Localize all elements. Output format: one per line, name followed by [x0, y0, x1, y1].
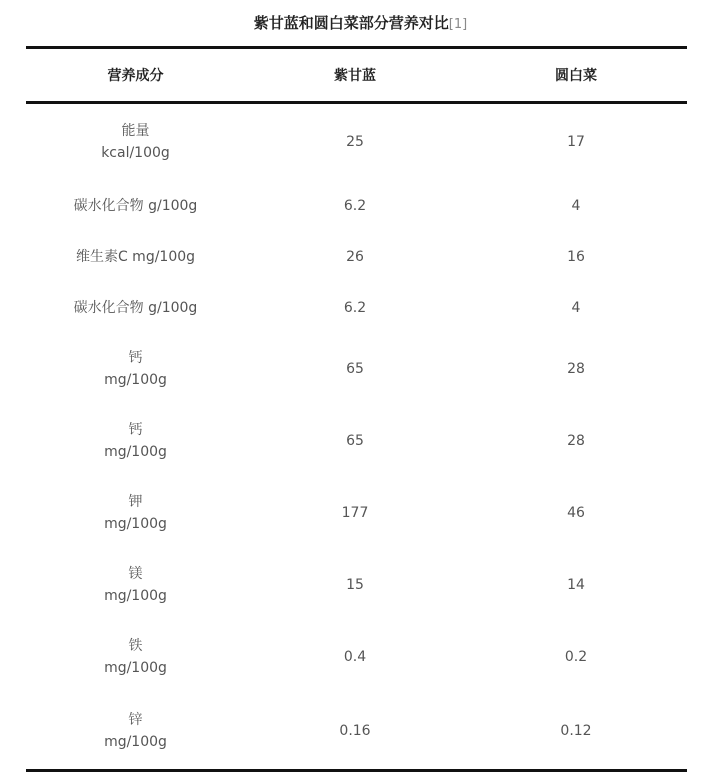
- nutrient-cell: [26, 333, 245, 405]
- cabbage-value: 0.2: [564, 649, 588, 665]
- purple-cabbage-value: 6.2: [343, 197, 367, 214]
- purple-cabbage-value: 65: [346, 433, 364, 449]
- nutrient-unit: mg/100g: [104, 588, 167, 604]
- purple-cabbage-value: 0.4: [343, 649, 367, 665]
- nutrient-unit: mg/100g: [104, 516, 167, 532]
- nutrient-unit: mg/100g: [104, 734, 167, 750]
- nutrient-unit: kcal/100g: [101, 145, 170, 161]
- table-row: [26, 621, 687, 693]
- table-row: [26, 180, 687, 231]
- caption-title: 紫甘蓝和圆白菜部分营养对比: [253, 14, 449, 32]
- table-row: [26, 549, 687, 621]
- nutrient-cell: [26, 477, 245, 549]
- nutrient-cell: [26, 103, 245, 181]
- table-row: [26, 405, 687, 477]
- nutrient-name: 维生素C mg/100g: [75, 248, 196, 265]
- cabbage-value: 28: [567, 433, 585, 449]
- cabbage-value: 14: [567, 577, 585, 593]
- nutrient-name: 碳水化合物 g/100g: [73, 299, 198, 316]
- purple-cabbage-value: 25: [346, 134, 364, 150]
- nutrient-unit: mg/100g: [104, 372, 167, 388]
- table-row: [26, 282, 687, 333]
- table-caption: [0, 12, 721, 36]
- table-row: [26, 477, 687, 549]
- nutrient-cell: [26, 405, 245, 477]
- header-purple-cabbage: 紫甘蓝: [245, 48, 465, 103]
- nutrient-cell: [26, 621, 245, 693]
- table-row: [26, 231, 687, 282]
- cabbage-value: 4: [571, 299, 581, 316]
- cabbage-value: 16: [567, 248, 585, 265]
- cabbage-value: 46: [567, 505, 585, 521]
- nutrient-cell: [26, 693, 245, 771]
- nutrient-name: 钙: [128, 350, 143, 366]
- nutrition-table: [26, 46, 687, 772]
- nutrient-unit: mg/100g: [104, 660, 167, 676]
- purple-cabbage-value: 26: [346, 248, 364, 265]
- purple-cabbage-value: 6.2: [343, 299, 367, 316]
- header-cabbage: 圆白菜: [465, 48, 687, 103]
- reference-link[interactable]: [1]: [448, 17, 468, 32]
- nutrient-name: 钙: [128, 422, 143, 438]
- nutrient-cell: [26, 282, 245, 333]
- nutrient-name: 镁: [128, 566, 143, 582]
- cabbage-value: 17: [567, 134, 585, 150]
- nutrient-name: 碳水化合物 g/100g: [73, 197, 198, 214]
- header-row: [26, 48, 687, 103]
- nutrient-cell: [26, 180, 245, 231]
- cabbage-value: 4: [571, 197, 581, 214]
- table-row: [26, 103, 687, 181]
- nutrient-cell: [26, 231, 245, 282]
- purple-cabbage-value: 15: [346, 577, 364, 593]
- cabbage-value: 0.12: [560, 723, 592, 739]
- table-row: [26, 333, 687, 405]
- nutrient-cell: [26, 549, 245, 621]
- nutrient-unit: mg/100g: [104, 444, 167, 460]
- header-nutrient: 营养成分: [26, 48, 245, 103]
- cabbage-value: 28: [567, 361, 585, 377]
- purple-cabbage-value: 0.16: [339, 723, 371, 739]
- table-row: [26, 693, 687, 771]
- nutrient-name: 能量: [121, 123, 150, 139]
- nutrient-name: 钾: [128, 494, 143, 510]
- purple-cabbage-value: 65: [346, 361, 364, 377]
- nutrient-name: 铁: [128, 638, 143, 654]
- nutrient-name: 锌: [128, 712, 143, 728]
- purple-cabbage-value: 177: [341, 505, 369, 521]
